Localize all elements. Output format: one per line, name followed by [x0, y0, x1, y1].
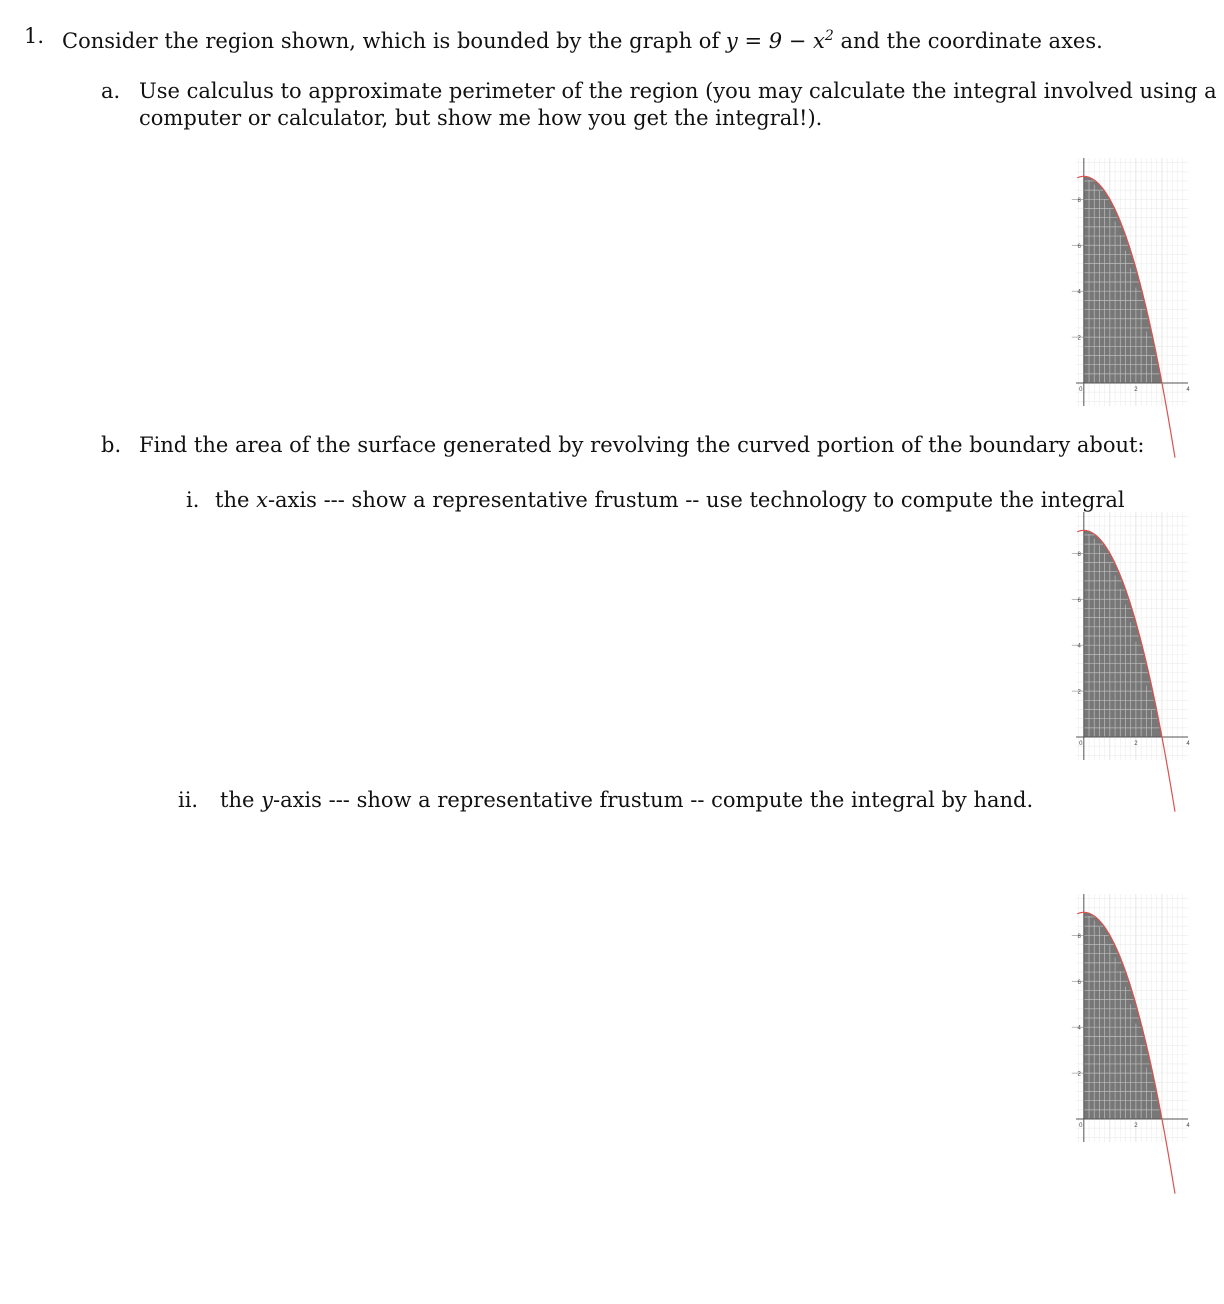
- part-b-ii-axis-suffix: -axis ---: [272, 788, 350, 812]
- part-a-label: a.: [101, 79, 121, 103]
- problem-intro: Consider the region shown, which is bounded by the graph of: [62, 29, 720, 53]
- y-tick-label: 2: [1077, 689, 1081, 696]
- part-a-line-2: computer or calculator, but show me how you get the integral!).: [139, 106, 823, 130]
- y-tick-label: 4: [1077, 289, 1081, 296]
- y-tick-label: 6: [1077, 597, 1081, 604]
- region-graph-2: [1076, 512, 1188, 760]
- region-graph-3: [1076, 894, 1188, 1142]
- region-graph-svg: [1076, 894, 1188, 1142]
- x-tick-label: 0: [1079, 387, 1083, 394]
- problem-equation: y = 9 − x: [725, 29, 825, 53]
- x-tick-label: 4: [1186, 1123, 1190, 1130]
- y-tick-label: 2: [1077, 335, 1081, 342]
- part-b-i-axis-suffix: -axis ---: [267, 488, 345, 512]
- shaded-region: [1084, 912, 1162, 1119]
- shaded-region: [1084, 176, 1162, 383]
- x-tick-label: 4: [1186, 741, 1190, 748]
- equation-exponent: 2: [824, 28, 834, 44]
- part-b-ii-label: ii.: [178, 788, 199, 812]
- x-tick-label: 0: [1079, 1123, 1083, 1130]
- part-b-ii-pre: the: [220, 788, 255, 812]
- part-b-ii-rest: show a representative frustum -- compute the integral by hand.: [356, 788, 1034, 812]
- y-tick-label: 4: [1077, 643, 1081, 650]
- shaded-region: [1084, 530, 1162, 737]
- part-b-i-rest: show a representative frustum -- use technology to compute the integral: [351, 488, 1125, 512]
- y-tick-label: 6: [1077, 979, 1081, 986]
- y-tick-label: 8: [1077, 197, 1081, 204]
- part-b-ii-text: [220, 787, 1033, 814]
- problem-number: 1.: [24, 24, 45, 48]
- x-tick-label: 2: [1134, 387, 1138, 394]
- y-tick-label: 6: [1077, 243, 1081, 250]
- y-tick-label: 4: [1077, 1025, 1081, 1032]
- part-b-label: b.: [101, 433, 122, 457]
- x-tick-label: 2: [1134, 1123, 1138, 1130]
- part-b-ii-axis: y: [261, 788, 273, 812]
- x-tick-label: 2: [1134, 741, 1138, 748]
- part-a-line-1: Use calculus to approximate perimeter of the region (you may calculate the integral involved using a: [139, 79, 1217, 103]
- y-tick-label: 2: [1077, 1071, 1081, 1078]
- part-b-i-label: i.: [186, 488, 200, 512]
- region-graph-svg: [1076, 512, 1188, 760]
- problem-intro-end: and the coordinate axes.: [840, 29, 1103, 53]
- part-b-text: Find the area of the surface generated by revolving the curved portion of the boundary about:: [139, 433, 1145, 457]
- x-tick-label: 4: [1186, 387, 1190, 394]
- y-tick-label: 8: [1077, 551, 1081, 558]
- part-b-i-pre: the: [215, 488, 250, 512]
- x-tick-label: 0: [1079, 741, 1083, 748]
- y-tick-label: 8: [1077, 933, 1081, 940]
- part-b-i-text: [215, 487, 1125, 514]
- problem-statement: [62, 23, 1103, 55]
- region-graph-1: [1076, 158, 1188, 406]
- region-graph-svg: [1076, 158, 1188, 406]
- part-b-i-axis: x: [256, 488, 268, 512]
